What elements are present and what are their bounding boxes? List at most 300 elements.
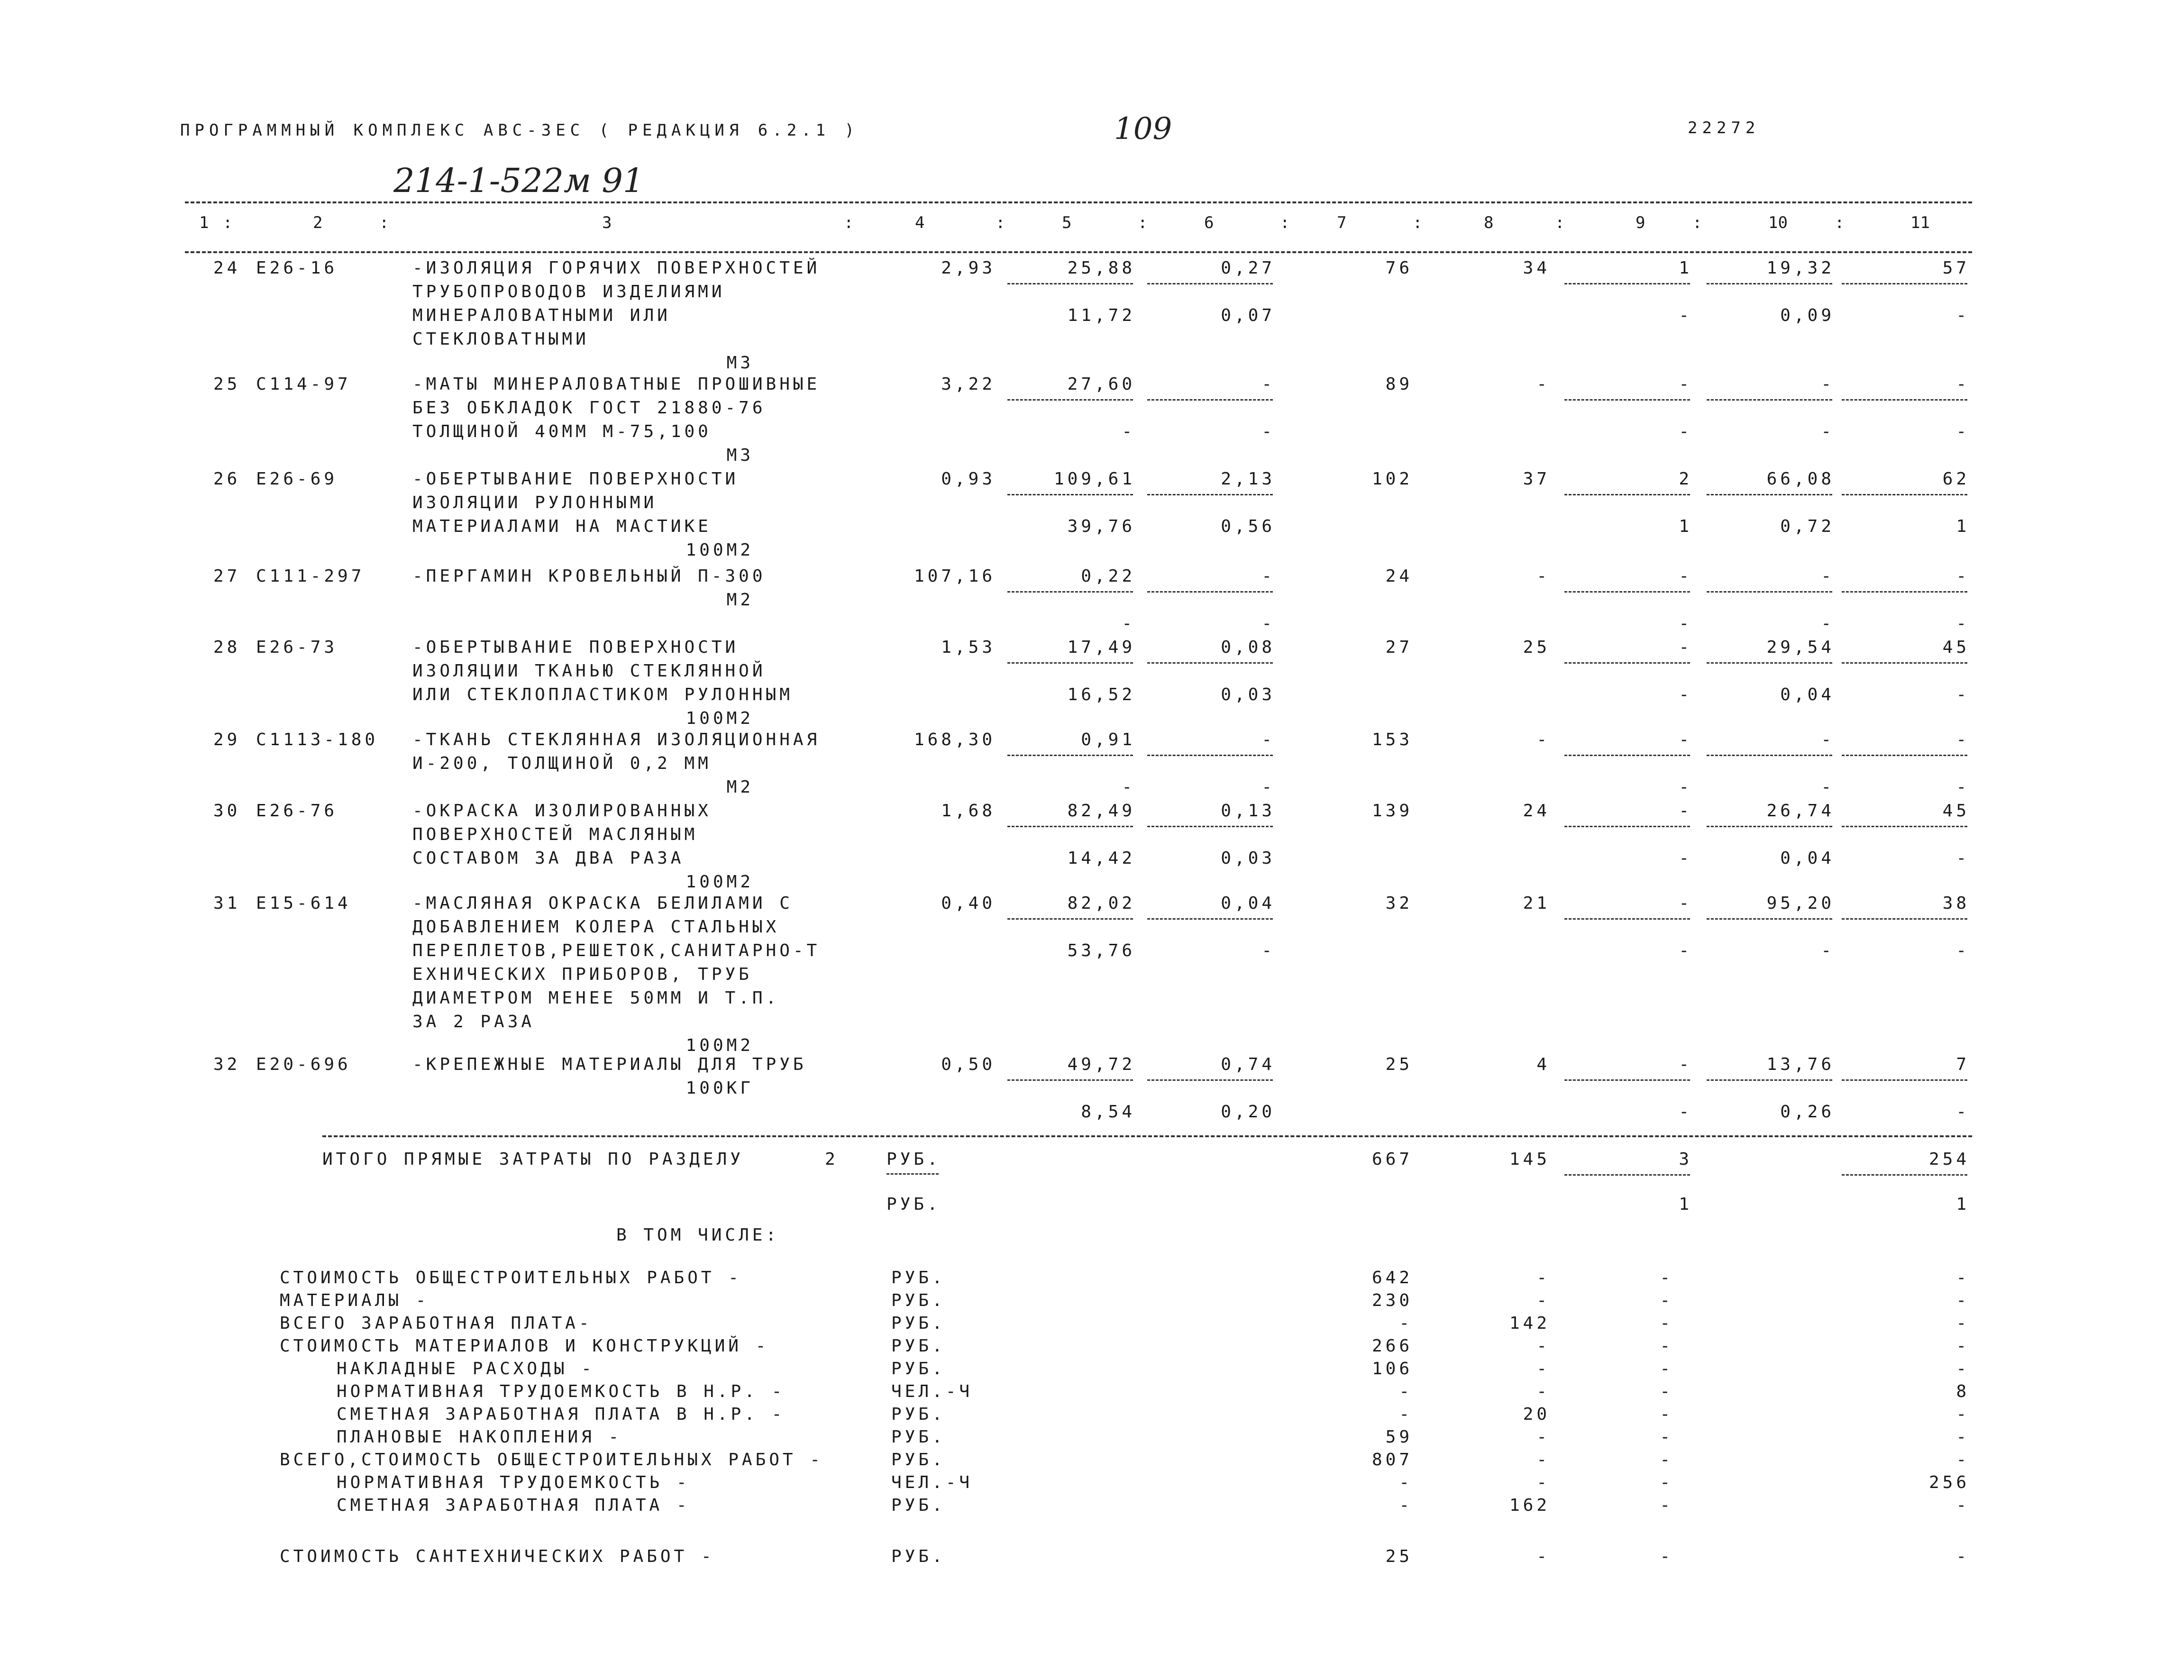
value-c9-lower: -: [1679, 1102, 1692, 1122]
value-c7: 24: [1385, 566, 1413, 586]
summary-c8: 162: [1509, 1496, 1550, 1515]
value-c6: 2,13: [1221, 469, 1275, 489]
cell-divider: [1842, 1174, 1967, 1176]
cell-divider: [1007, 399, 1133, 401]
summary-c11: -: [1956, 1496, 1970, 1515]
value-c8: 25: [1523, 638, 1550, 657]
page-number: 109: [1114, 111, 1172, 146]
value-c11: -: [1956, 566, 1970, 586]
value-c6-lower: -: [1261, 777, 1275, 797]
value-c10: 13,76: [1766, 1055, 1835, 1074]
work-description: -МАТЫ МИНЕРАЛОВАТНЫЕ ПРОШИВНЫЕ: [412, 374, 821, 394]
quantity-value: 3,22: [941, 374, 996, 394]
rate-code: С114-97: [256, 374, 351, 394]
value-c11: -: [1956, 374, 1970, 394]
summary-c7: -: [1399, 1405, 1413, 1424]
work-description: -ПЕРГАМИН КРОВЕЛЬНЫЙ П-300: [412, 566, 766, 586]
summary-c8: -: [1536, 1547, 1550, 1566]
value-c5: 109,61: [1053, 469, 1135, 489]
summary-c9: -: [1660, 1450, 1673, 1470]
column-header: :: [1280, 213, 1290, 232]
value-c6-lower: -: [1261, 941, 1275, 960]
summary-c11: -: [1956, 1405, 1970, 1424]
cell-divider: [1707, 591, 1832, 593]
value-c8: -: [1536, 374, 1550, 394]
column-header: 1: [199, 213, 209, 232]
cell-divider: [1147, 399, 1273, 401]
value-c9-lower: -: [1679, 941, 1692, 960]
cell-divider: [1007, 662, 1133, 664]
value-c6-lower: 0,56: [1221, 517, 1275, 536]
value-c9: -: [1679, 801, 1692, 821]
value-c8: -: [1536, 730, 1550, 749]
cell-divider: [1707, 283, 1832, 284]
cell-divider: [1007, 755, 1133, 756]
value-c10-lower: 0,04: [1780, 849, 1835, 868]
summary-unit: РУБ.: [891, 1336, 946, 1356]
summary-c7: -: [1399, 1314, 1413, 1333]
value-c6: 0,08: [1221, 638, 1275, 657]
summary-unit: РУБ.: [891, 1427, 946, 1447]
row-number: 28: [213, 638, 241, 657]
cell-divider: [1707, 494, 1832, 495]
quantity-value: 168,30: [914, 730, 996, 749]
summary-c11: -: [1956, 1427, 1970, 1447]
summary-unit: РУБ.: [891, 1450, 946, 1470]
cell-divider: [1842, 826, 1967, 827]
value-c5-lower: 8,54: [1081, 1102, 1135, 1122]
work-description: -КРЕПЕЖНЫЕ МАТЕРИАЛЫ ДЛЯ ТРУБ: [412, 1055, 807, 1074]
value-c11-lower: -: [1956, 1102, 1970, 1122]
value-c10: 95,20: [1766, 894, 1835, 913]
summary-label: НОРМАТИВНАЯ ТРУДОЕМКОСТЬ В Н.Р. -: [337, 1382, 786, 1401]
summary-c8: 20: [1523, 1405, 1550, 1424]
cell-divider: [1564, 662, 1690, 664]
work-description: -ОКРАСКА ИЗОЛИРОВАННЫХ: [412, 801, 712, 821]
quantity-value: 1,53: [941, 638, 996, 657]
summary-c9: -: [1660, 1473, 1673, 1492]
quantity-value: 2,93: [941, 258, 996, 278]
value-c5-lower: -: [1122, 422, 1135, 441]
summary-unit: РУБ.: [891, 1547, 946, 1566]
work-description: ЗА 2 РАЗА: [412, 1012, 535, 1032]
summary-label: СМЕТНАЯ ЗАРАБОТНАЯ ПЛАТА В Н.Р. -: [337, 1405, 786, 1424]
unit-of-measure: 100М2: [685, 540, 754, 560]
value-c11-lower: -: [1956, 849, 1970, 868]
value-c7: 102: [1371, 469, 1413, 489]
cell-divider: [886, 1173, 939, 1175]
cell-divider: [1564, 1079, 1690, 1081]
total-rule: [322, 1135, 1972, 1137]
value-c6: 0,27: [1221, 258, 1275, 278]
value-c10-lower: 0,04: [1780, 685, 1835, 704]
value-c7: 139: [1371, 801, 1413, 821]
work-description: БЕЗ ОБКЛАДОК ГОСТ 21880-76: [412, 398, 766, 418]
work-description: ЕХНИЧЕСКИХ ПРИБОРОВ, ТРУБ: [412, 965, 752, 984]
value-c9: -: [1679, 894, 1692, 913]
value-c8: 4: [1536, 1055, 1550, 1074]
value-c9-lower: -: [1679, 306, 1692, 325]
value-c10: -: [1821, 374, 1835, 394]
total-c9: 3: [1679, 1150, 1692, 1169]
cell-divider: [1842, 591, 1967, 593]
summary-c7: 25: [1385, 1547, 1413, 1566]
summary-label: СМЕТНАЯ ЗАРАБОТНАЯ ПЛАТА -: [337, 1496, 690, 1515]
value-c5: 0,22: [1081, 566, 1135, 586]
cell-divider: [1007, 591, 1133, 593]
value-c11: -: [1956, 730, 1970, 749]
summary-label: МАТЕРИАЛЫ -: [280, 1291, 429, 1310]
row-number: 32: [213, 1055, 241, 1074]
cell-divider: [1564, 283, 1690, 284]
value-c11-lower: -: [1956, 777, 1970, 797]
summary-label: НОРМАТИВНАЯ ТРУДОЕМКОСТЬ -: [337, 1473, 690, 1492]
cell-divider: [1007, 494, 1133, 495]
value-c8: 21: [1523, 894, 1550, 913]
value-c9: -: [1679, 1055, 1692, 1074]
column-header: :: [1692, 213, 1702, 232]
rate-code: Е26-76: [256, 801, 338, 821]
rate-code: С1113-180: [256, 730, 379, 749]
summary-c8: 142: [1509, 1314, 1550, 1333]
row-number: 26: [213, 469, 241, 489]
value-c5-lower: -: [1122, 777, 1135, 797]
summary-c8: -: [1536, 1473, 1550, 1492]
value-c7: 76: [1385, 258, 1413, 278]
column-header: 8: [1484, 213, 1494, 232]
column-header: :: [1138, 213, 1148, 232]
column-header: :: [1555, 213, 1565, 232]
value-c11: 7: [1956, 1055, 1970, 1074]
summary-unit: РУБ.: [891, 1314, 946, 1333]
rate-code: Е26-73: [256, 638, 338, 657]
cell-divider: [1147, 494, 1273, 495]
work-description: -ИЗОЛЯЦИЯ ГОРЯЧИХ ПОВЕРХНОСТЕЙ: [412, 258, 821, 278]
unit-of-measure: 100М2: [685, 709, 754, 728]
value-c11-lower: -: [1956, 941, 1970, 960]
quantity-value: 0,50: [941, 1055, 996, 1074]
cell-divider: [1707, 918, 1832, 920]
value-c9: -: [1679, 566, 1692, 586]
value-c11-lower: -: [1956, 614, 1970, 633]
column-header: :: [844, 213, 854, 232]
summary-unit: РУБ.: [891, 1496, 946, 1515]
summary-c11: -: [1956, 1268, 1970, 1287]
cell-divider: [1842, 918, 1967, 920]
value-c8: -: [1536, 566, 1550, 586]
value-c11-lower: -: [1956, 422, 1970, 441]
cell-divider: [1564, 591, 1690, 593]
cell-divider: [1147, 662, 1273, 664]
work-description: МИНЕРАЛОВАТНЫМИ ИЛИ: [412, 306, 671, 325]
work-description: ДОБАВЛЕНИЕМ КОЛЕРА СТАЛЬНЫХ: [412, 917, 780, 937]
summary-c7: 230: [1371, 1291, 1413, 1310]
value-c11-lower: -: [1956, 306, 1970, 325]
value-c5: 17,49: [1067, 638, 1135, 657]
summary-unit: РУБ.: [891, 1405, 946, 1424]
summary-c8: -: [1536, 1450, 1550, 1470]
row-number: 25: [213, 374, 241, 394]
summary-c9: -: [1660, 1405, 1673, 1424]
cell-divider: [1707, 662, 1832, 664]
cell-divider: [1842, 494, 1967, 495]
summary-c9: -: [1660, 1336, 1673, 1356]
unit-of-measure: М3: [726, 446, 754, 465]
summary-c7: 642: [1371, 1268, 1413, 1287]
unit-of-measure: М2: [726, 590, 754, 610]
cell-divider: [1147, 283, 1273, 284]
value-c6-lower: 0,07: [1221, 306, 1275, 325]
value-c10: 26,74: [1766, 801, 1835, 821]
value-c10-lower: 0,09: [1780, 306, 1835, 325]
value-c5-lower: 14,42: [1067, 849, 1135, 868]
summary-unit: РУБ.: [891, 1268, 946, 1287]
program-header: ПРОГРАММНЫЙ КОМПЛЕКС АВС-3ЕС ( РЕДАКЦИЯ 6.2.1 ): [180, 121, 859, 140]
unit-of-measure: М3: [726, 353, 754, 373]
value-c11: 57: [1942, 258, 1970, 278]
column-header: 2: [313, 213, 323, 232]
summary-c8: -: [1536, 1268, 1550, 1287]
value-c8: 24: [1523, 801, 1550, 821]
cell-divider: [1707, 1079, 1832, 1081]
value-c9: 2: [1679, 469, 1692, 489]
cell-divider: [1007, 826, 1133, 827]
summary-c7: 266: [1371, 1336, 1413, 1356]
work-description: И-200, ТОЛЩИНОЙ 0,2 ММ: [412, 754, 712, 773]
value-c6-lower: 0,03: [1221, 849, 1275, 868]
summary-c7: -: [1399, 1473, 1413, 1492]
value-c6: -: [1261, 374, 1275, 394]
cell-divider: [1564, 755, 1690, 756]
value-c5: 27,60: [1067, 374, 1135, 394]
cell-divider: [1564, 826, 1690, 827]
handwritten-code: 214-1-522м 91: [393, 161, 644, 200]
cell-divider: [1147, 826, 1273, 827]
row-number: 24: [213, 258, 241, 278]
column-header: :: [223, 213, 233, 232]
header-rule-bottom: [185, 251, 1972, 253]
value-c10: 29,54: [1766, 638, 1835, 657]
work-description: -ТКАНЬ СТЕКЛЯННАЯ ИЗОЛЯЦИОННАЯ: [412, 730, 821, 749]
summary-c9: -: [1660, 1496, 1673, 1515]
cell-divider: [1842, 283, 1967, 284]
cell-divider: [1007, 1079, 1133, 1081]
column-header: 11: [1910, 213, 1930, 232]
total-section: 2: [825, 1150, 839, 1169]
summary-label: ВСЕГО,СТОИМОСТЬ ОБЩЕСТРОИТЕЛЬНЫХ РАБОТ -: [280, 1450, 823, 1470]
work-description: -МАСЛЯНАЯ ОКРАСКА БЕЛИЛАМИ С: [412, 894, 793, 913]
rate-code: С111-297: [256, 566, 365, 586]
total-c9-lower: 1: [1679, 1195, 1692, 1214]
row-number: 31: [213, 894, 241, 913]
quantity-value: 1,68: [941, 801, 996, 821]
value-c9: -: [1679, 374, 1692, 394]
value-c6: 0,74: [1221, 1055, 1275, 1074]
document-number: 22272: [1688, 119, 1760, 137]
total-c11: 254: [1928, 1150, 1970, 1169]
column-header: :: [1413, 213, 1423, 232]
total-label: ИТОГО ПРЯМЫЕ ЗАТРАТЫ ПО РАЗДЕЛУ: [322, 1150, 744, 1169]
quantity-value: 0,40: [941, 894, 996, 913]
value-c11: 62: [1942, 469, 1970, 489]
summary-label: ВСЕГО ЗАРАБОТНАЯ ПЛАТА-: [280, 1314, 593, 1333]
cell-divider: [1707, 826, 1832, 827]
summary-c11: -: [1956, 1359, 1970, 1379]
work-description: ИЗОЛЯЦИИ ТКАНЬЮ СТЕКЛЯННОЙ: [412, 661, 766, 681]
total-c8: 145: [1509, 1150, 1550, 1169]
cell-divider: [1007, 283, 1133, 284]
column-header: 4: [915, 213, 925, 232]
value-c9-lower: -: [1679, 777, 1692, 797]
quantity-value: 107,16: [914, 566, 996, 586]
summary-c11: 8: [1956, 1382, 1970, 1401]
total-unit: РУБ.: [886, 1150, 941, 1169]
column-header: 6: [1204, 213, 1214, 232]
value-c10: -: [1821, 730, 1835, 749]
summary-c9: -: [1660, 1314, 1673, 1333]
cell-divider: [1842, 1079, 1967, 1081]
work-description: ИЛИ СТЕКЛОПЛАСТИКОМ РУЛОННЫМ: [412, 685, 793, 704]
value-c9-lower: 1: [1679, 517, 1692, 536]
value-c10-lower: -: [1821, 941, 1835, 960]
value-c10-lower: -: [1821, 422, 1835, 441]
summary-c8: -: [1536, 1336, 1550, 1356]
value-c6-lower: -: [1261, 422, 1275, 441]
column-header: :: [996, 213, 1005, 232]
value-c7: 25: [1385, 1055, 1413, 1074]
value-c5-lower: 53,76: [1067, 941, 1135, 960]
work-description: -ОБЕРТЫВАНИЕ ПОВЕРХНОСТИ: [412, 469, 739, 489]
summary-c11: -: [1956, 1336, 1970, 1356]
row-number: 30: [213, 801, 241, 821]
cell-divider: [1147, 1079, 1273, 1081]
value-c9-lower: -: [1679, 422, 1692, 441]
summary-c11: -: [1956, 1450, 1970, 1470]
value-c6-lower: -: [1261, 614, 1275, 633]
summary-unit: РУБ.: [891, 1359, 946, 1379]
summary-label: СТОИМОСТЬ МАТЕРИАЛОВ И КОНСТРУКЦИЙ -: [280, 1336, 769, 1356]
including-heading: В ТОМ ЧИСЛЕ:: [616, 1225, 780, 1245]
value-c9-lower: -: [1679, 685, 1692, 704]
quantity-value: 0,93: [941, 469, 996, 489]
cell-divider: [1147, 755, 1273, 756]
value-c5: 25,88: [1067, 258, 1135, 278]
cell-divider: [1842, 662, 1967, 664]
cell-divider: [1564, 494, 1690, 495]
summary-unit: ЧЕЛ.-Ч: [891, 1473, 973, 1492]
value-c10-lower: -: [1821, 614, 1835, 633]
work-description: ИЗОЛЯЦИИ РУЛОННЫМИ: [412, 493, 658, 512]
cell-divider: [1564, 918, 1690, 920]
value-c5: 49,72: [1067, 1055, 1135, 1074]
summary-c9: -: [1660, 1382, 1673, 1401]
summary-c9: -: [1660, 1427, 1673, 1447]
value-c11-lower: 1: [1956, 517, 1970, 536]
summary-c7: 59: [1385, 1427, 1413, 1447]
column-header: 10: [1768, 213, 1788, 232]
cell-divider: [1147, 918, 1273, 920]
value-c5: 82,49: [1067, 801, 1135, 821]
header-rule-top: [185, 201, 1972, 203]
value-c7: 32: [1385, 894, 1413, 913]
value-c6: -: [1261, 566, 1275, 586]
summary-label: ПЛАНОВЫЕ НАКОПЛЕНИЯ -: [337, 1427, 622, 1447]
summary-c7: 106: [1371, 1359, 1413, 1379]
row-number: 27: [213, 566, 241, 586]
cell-divider: [1564, 1174, 1690, 1176]
summary-label: СТОИМОСТЬ ОБЩЕСТРОИТЕЛЬНЫХ РАБОТ -: [280, 1268, 742, 1287]
summary-unit: РУБ.: [891, 1291, 946, 1310]
summary-c7: -: [1399, 1382, 1413, 1401]
work-description: СТЕКЛОВАТНЫМИ: [412, 329, 589, 349]
cell-divider: [1842, 755, 1967, 756]
value-c10-lower: -: [1821, 777, 1835, 797]
value-c5-lower: -: [1122, 614, 1135, 633]
unit-of-measure: 100КГ: [685, 1078, 754, 1098]
value-c10-lower: 0,26: [1780, 1102, 1835, 1122]
value-c11: 38: [1942, 894, 1970, 913]
value-c9: -: [1679, 638, 1692, 657]
work-description: -ОБЕРТЫВАНИЕ ПОВЕРХНОСТИ: [412, 638, 739, 657]
cell-divider: [1842, 399, 1967, 401]
value-c10: 19,32: [1766, 258, 1835, 278]
summary-c11: -: [1956, 1547, 1970, 1566]
work-description: МАТЕРИАЛАМИ НА МАСТИКЕ: [412, 517, 712, 536]
summary-c8: -: [1536, 1291, 1550, 1310]
summary-c7: -: [1399, 1496, 1413, 1515]
value-c7: 153: [1371, 730, 1413, 749]
work-description: ТОЛЩИНОЙ 40ММ М-75,100: [412, 422, 712, 441]
summary-label: НАКЛАДНЫЕ РАСХОДЫ -: [337, 1359, 595, 1379]
rate-code: Е26-69: [256, 469, 338, 489]
value-c9-lower: -: [1679, 614, 1692, 633]
value-c11-lower: -: [1956, 685, 1970, 704]
cell-divider: [1007, 918, 1133, 920]
value-c5: 82,02: [1067, 894, 1135, 913]
unit-of-measure: М2: [726, 777, 754, 797]
work-description: ПОВЕРХНОСТЕЙ МАСЛЯНЫМ: [412, 825, 698, 844]
column-header: 9: [1636, 213, 1645, 232]
column-header: :: [1835, 213, 1845, 232]
cell-divider: [1564, 399, 1690, 401]
value-c11: 45: [1942, 801, 1970, 821]
rate-code: Е15-614: [256, 894, 351, 913]
work-description: ТРУБОПРОВОДОВ ИЗДЕЛИЯМИ: [412, 282, 725, 301]
value-c8: 34: [1523, 258, 1550, 278]
unit-of-measure: 100М2: [685, 872, 754, 892]
work-description: СОСТАВОМ ЗА ДВА РАЗА: [412, 849, 685, 868]
summary-c9: -: [1660, 1291, 1673, 1310]
summary-c9: -: [1660, 1268, 1673, 1287]
summary-label: СТОИМОСТЬ САНТЕХНИЧЕСКИХ РАБОТ -: [280, 1547, 715, 1566]
value-c10: 66,08: [1766, 469, 1835, 489]
unit-of-measure: 100М2: [685, 1036, 754, 1055]
summary-c8: -: [1536, 1382, 1550, 1401]
summary-c11: -: [1956, 1291, 1970, 1310]
summary-c8: -: [1536, 1359, 1550, 1379]
value-c9-lower: -: [1679, 849, 1692, 868]
column-header: 3: [602, 213, 612, 232]
summary-unit: ЧЕЛ.-Ч: [891, 1382, 973, 1401]
value-c11: 45: [1942, 638, 1970, 657]
column-header: 5: [1062, 213, 1072, 232]
column-header: 7: [1337, 213, 1347, 232]
value-c6-lower: 0,20: [1221, 1102, 1275, 1122]
total-unit-lower: РУБ.: [886, 1195, 941, 1214]
value-c10-lower: 0,72: [1780, 517, 1835, 536]
work-description: ДИАМЕТРОМ МЕНЕЕ 50ММ И Т.П.: [412, 988, 780, 1008]
value-c6: 0,13: [1221, 801, 1275, 821]
